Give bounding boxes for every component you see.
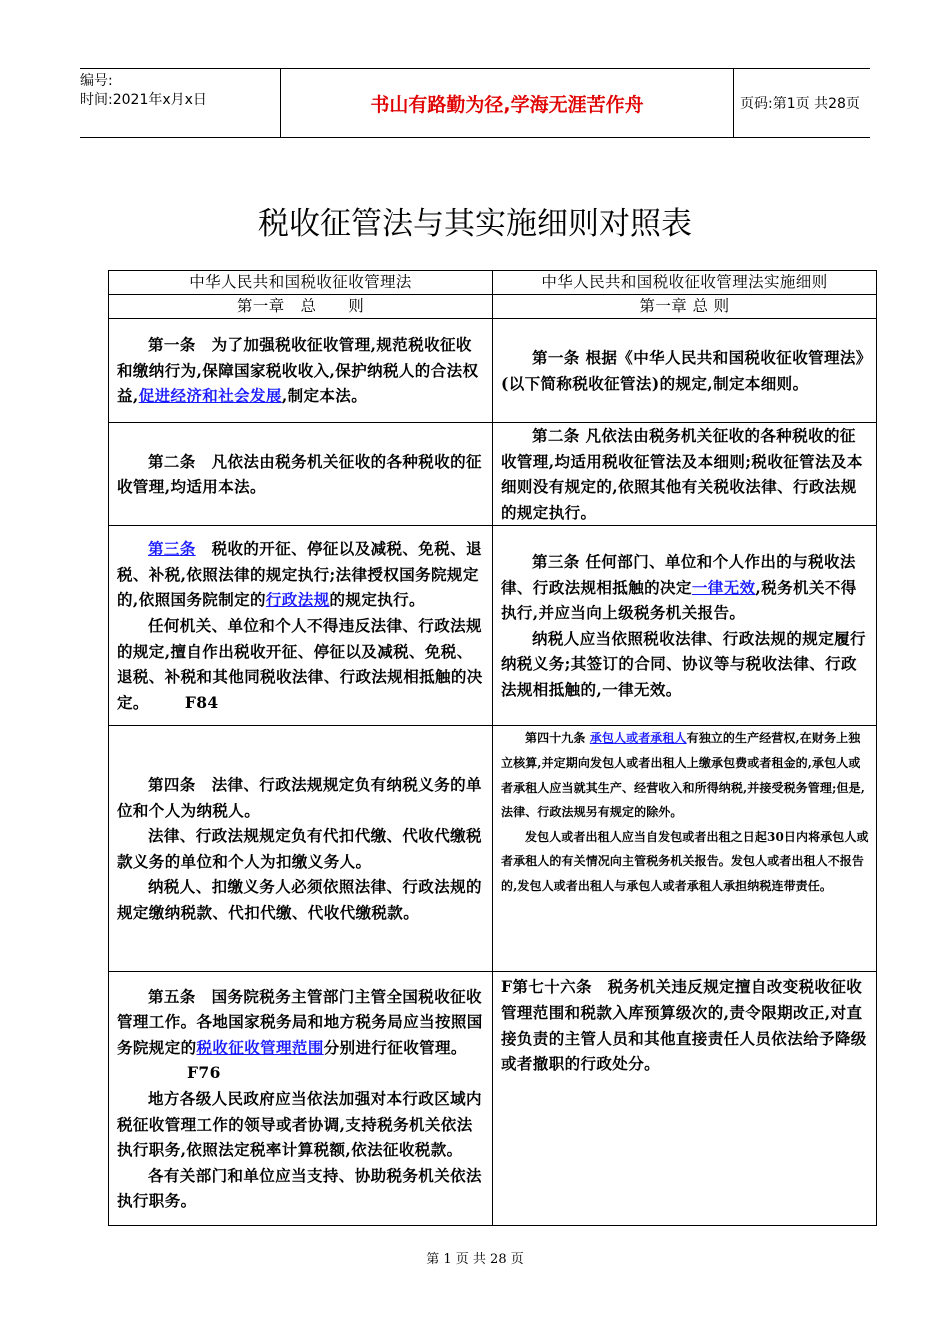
article-5-law xyxy=(109,972,493,1226)
article-text: 第一条 根据《中华人民共和国税收征收管理法》(以下简称税收征管法)的规定,制定本细则。 xyxy=(501,347,864,393)
header-meta xyxy=(80,69,280,140)
article-text: 第二条 凡依法由税务机关征收的各种税收的征收管理,均适用本法。 xyxy=(117,451,482,497)
article-text: 的规定执行。 xyxy=(329,590,425,610)
article-text: ,制定本法。 xyxy=(281,386,368,406)
article-text: 纳税人、扣缴义务人必须依照法律、行政法规的规定缴纳税款、代扣代缴、代收代缴税款。 xyxy=(117,877,482,923)
page-header xyxy=(80,68,870,138)
table-row xyxy=(109,423,877,526)
article-text: 纳税人应当依照税收法律、行政法规的规定履行纳税义务;其签订的合同、协议等与税收法律、行政法规相抵触的,一律无效。 xyxy=(501,628,866,700)
article-3-rules xyxy=(493,526,877,726)
article-2-rules xyxy=(493,423,877,526)
article-text: F第七十六条 税务机关违反规定擅自改变税收征收管理范围和税款入库预算级次的,责令限期改正,对直接负责的主管人员和其他直接责任人员依法给予降级或者撤职的行政处分。 xyxy=(501,977,867,1074)
article-1-law xyxy=(109,319,493,423)
article-text: 法律、行政法规规定负有代扣代缴、代收代缴税款义务的单位和个人为扣缴义务人。 xyxy=(117,826,482,871)
chapter-row xyxy=(109,295,877,319)
article-text: ,税务机关不得执行,并应当向上级税务机关报告。 xyxy=(501,577,857,623)
article-text: 分别进行征收管理。 xyxy=(323,1037,467,1057)
article-49-rules xyxy=(493,726,877,972)
article-2-law xyxy=(109,423,493,526)
article-text: 有独立的生产经营权,在财务上独立核算,并定期向发包人或者出租人上缴承包费或者租金的,承包人或者承租人应当就其生产、经营收入和所得纳税,并接受税务管理;但是,法律、行政法规另有规定的除外。 xyxy=(501,731,865,820)
page-info: 页码:第1页 共28页 xyxy=(740,96,860,112)
number-label: 编号: xyxy=(80,73,113,89)
article-text: 税收的开征、停征以及减税、免税、退税、补税,依照法律的规定执行;法律授权国务院规定的,依照国务院制定的 xyxy=(117,539,482,610)
link-invalid[interactable]: 一律无效 xyxy=(691,577,756,597)
table-row xyxy=(109,972,877,1226)
table-row xyxy=(109,319,877,423)
article-text: 第二条 凡依法由税务机关征收的各种税收的征收管理,均适用税收征管法及本细则;税收征管法及本细则没有规定的,依照其他有关税收法律、行政法规的规定执行。 xyxy=(501,426,863,522)
link-tax-administration-scope[interactable]: 税收征收管理范围 xyxy=(196,1037,324,1057)
article-text: 第一条 为了加强税收征收管理,规范税收征收和缴纳行为,保障国家税收收入,保护纳税人的合法权益, xyxy=(117,335,479,406)
article-text: 发包人或者出租人应当自发包或者出租之日起30日内将承包人或者承租人的有关情况向主管税务机关报告。发包人或者出租人不报告的,发包人或者出租人与承包人或者承租人承担纳税连带责任。 xyxy=(501,829,869,893)
time-label: 时间:2021年x月x日 xyxy=(80,92,207,108)
article-text: 第四条 法律、行政法规规定负有纳税义务的单位和个人为纳税人。 xyxy=(117,775,482,820)
table-row xyxy=(109,726,877,972)
motto: 书山有路勤为径,学海无涯苦作舟 xyxy=(280,69,734,137)
chapter-title-law: 第一章 总 则 xyxy=(109,295,493,319)
article-text: 第五条 国务院税务主管部门主管全国税收征收管理工作。各地国家税务局和地方税务局应当按照国务院规定的 xyxy=(117,986,483,1057)
article-text: 任何机关、单位和个人不得违反法律、行政法规的规定,擅自作出税收开征、停征以及减税、免税、退税、补税和其他同税收法律、行政法规相抵触的决定。 xyxy=(117,616,483,712)
table-row xyxy=(109,526,877,726)
cross-reference-mark: F76 xyxy=(187,1063,221,1083)
article-4-law xyxy=(109,726,493,972)
article-text: 第四十九条 xyxy=(525,731,586,746)
article-text: 地方各级人民政府应当依法加强对本行政区域内税征收管理工作的领导或者协调,支持税务机关依法执行职务,依照法定税率计算税额,依法征收税款。 xyxy=(117,1089,482,1160)
article-text: 第三条 任何部门、单位和个人作出的与税收法律、行政法规相抵触的决定 xyxy=(501,552,856,597)
article-text: 各有关部门和单位应当支持、协助税务机关依法执行职务。 xyxy=(117,1165,482,1211)
article-1-rules xyxy=(493,319,877,423)
cross-reference-mark: F84 xyxy=(184,692,219,712)
table-header-row xyxy=(109,271,877,295)
link-administrative-regulations[interactable]: 行政法规 xyxy=(265,590,330,610)
article-3-law xyxy=(109,526,493,726)
link-economic-development[interactable]: 促进经济和社会发展 xyxy=(138,386,282,406)
link-contractor-lessee[interactable]: 承包人或者承租人 xyxy=(589,731,687,746)
column-header-law: 中华人民共和国税收征收管理法 xyxy=(109,271,493,295)
column-header-rules: 中华人民共和国税收征收管理法实施细则 xyxy=(493,271,877,295)
document-title: 税收征管法与其实施细则对照表 xyxy=(258,206,692,242)
chapter-title-rules: 第一章 总 则 xyxy=(493,295,877,319)
link-article-3[interactable]: 第三条 xyxy=(148,539,196,559)
article-76-rules xyxy=(493,972,877,1226)
comparison-table xyxy=(108,270,877,1226)
page-footer: 第 1 页 共 28 页 xyxy=(426,1252,524,1267)
